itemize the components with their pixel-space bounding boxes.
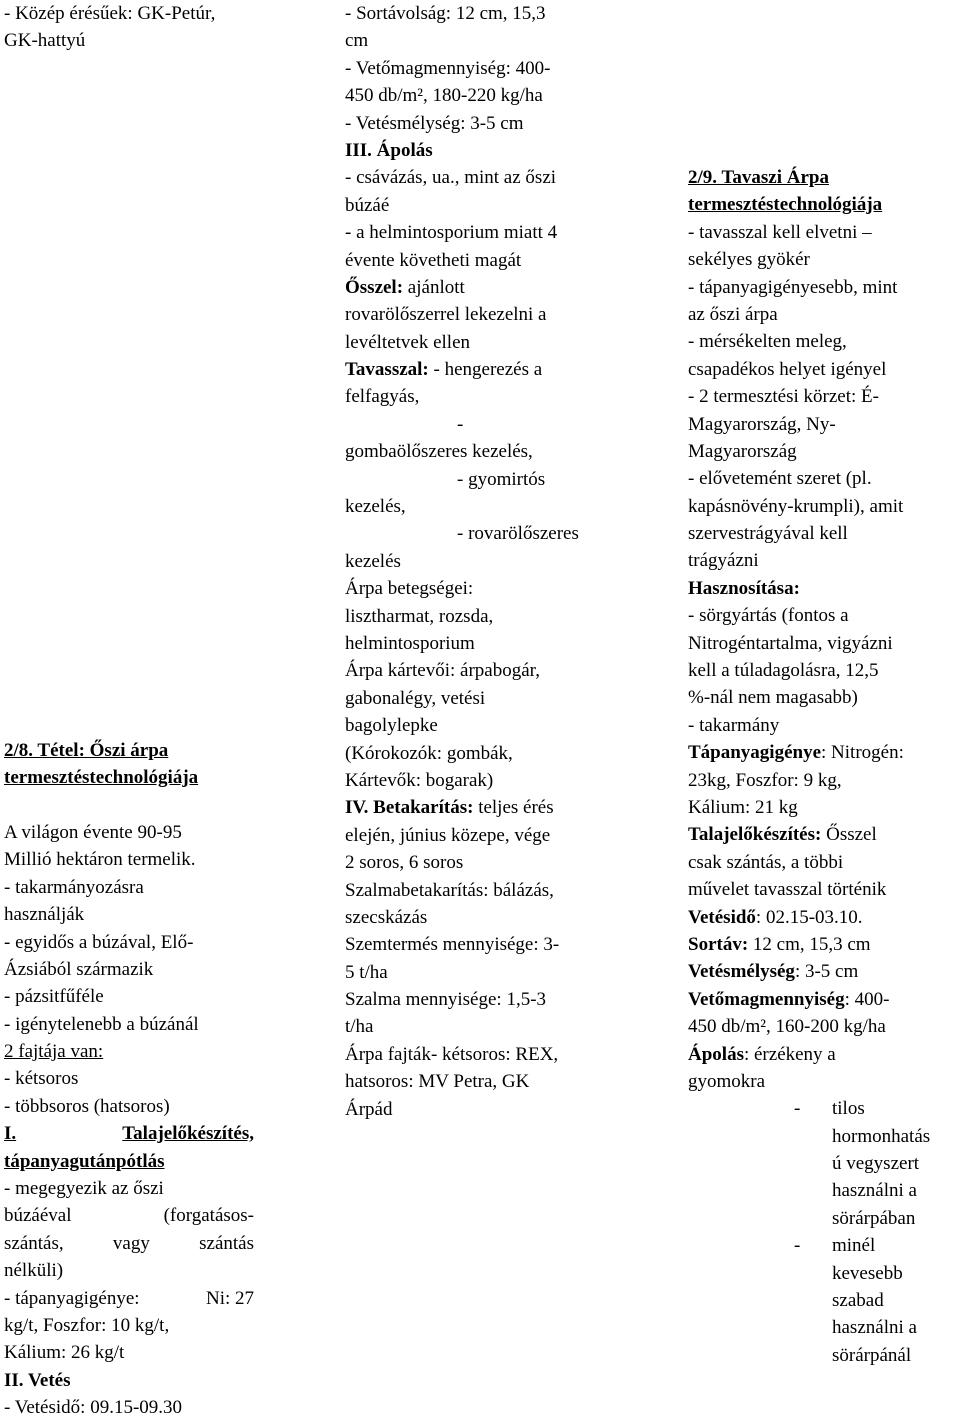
bullet-text: sörárpában: [832, 1207, 916, 1229]
text-word: , mint az őszi: [454, 167, 557, 189]
bullet-dash: -: [794, 1235, 801, 1257]
text-line: Szalma mennyisége: 1,5-3: [345, 989, 547, 1011]
bullet-text: hormonhatás: [832, 1125, 931, 1147]
text-line: [688, 931, 960, 958]
text-line: - sörgyártás (fontos a: [688, 605, 849, 627]
text-word: búzáéval: [4, 1205, 72, 1227]
column-middle: [345, 0, 620, 1123]
text-word: szántás: [199, 1232, 254, 1254]
spacer: [4, 792, 254, 819]
text-line: szervestrágyával kell: [688, 523, 848, 545]
bullet-text: sörárpánál: [832, 1344, 912, 1366]
bullet-text: minél: [832, 1235, 876, 1257]
text-line: búzáé: [345, 194, 390, 216]
column-left: [4, 0, 254, 1422]
section-title: III. Ápolás: [345, 139, 433, 161]
text-line: Kálium: 21 kg: [688, 796, 798, 818]
spacer: [4, 55, 254, 737]
text-line: [688, 739, 960, 766]
text-line: művelet tavasszal történik: [688, 879, 887, 901]
text-word: (forgatásos-: [163, 1205, 254, 1227]
section-title: tápanyagutánpótlás: [4, 1150, 165, 1172]
text-line: - Vetésmélység: 3-5 cm: [345, 112, 524, 134]
bold-label: Ápolás: [688, 1043, 744, 1065]
bold-label: Ősszel:: [345, 276, 404, 298]
text-word: : Nitrogén:: [821, 742, 904, 764]
section-title: II. Vetés: [4, 1369, 71, 1391]
text-line: [688, 986, 960, 1013]
text-word: : 400-: [844, 988, 890, 1010]
list-item: - takarmányozásra: [4, 876, 144, 898]
bullet-text: tilos: [832, 1098, 865, 1120]
column-right: [688, 164, 960, 1369]
text-word: - csávázás, ua.: [345, 167, 455, 189]
text-line: kezelés: [345, 550, 401, 572]
bullet-text: használni a: [832, 1317, 917, 1339]
bold-label: Betakarítás:: [373, 797, 474, 819]
bold-label: Vetésmélység: [688, 961, 795, 983]
text-line: [345, 164, 620, 191]
text-line: Magyarország: [688, 440, 797, 462]
text-line: - tavasszal kell elvetni –: [688, 221, 872, 243]
text-line: az őszi árpa: [688, 303, 778, 325]
text-line: 2 soros, 6 soros: [345, 852, 464, 874]
text-line: GK-hattyú: [4, 30, 86, 52]
bold-label: Vetésidő: [688, 906, 756, 928]
list-item: - többsoros (hatsoros): [4, 1095, 170, 1117]
text-word: 12 cm, 15,3 cm: [752, 933, 871, 955]
text-word: teljes érés: [478, 797, 554, 819]
text-line: lisztharmat, rozsda,: [345, 605, 494, 627]
section-title: termesztéstechnológiája: [688, 194, 883, 216]
text-line: gombaölőszeres kezelés,: [345, 441, 533, 463]
text-line: kezelés,: [345, 496, 406, 518]
text-line: Kártevők: bogarak): [345, 769, 494, 791]
bold-label: Vetőmagmennyiség: [688, 988, 845, 1010]
text-line: A világon évente 90-95: [4, 821, 182, 843]
text-word: szántás,: [4, 1232, 64, 1254]
text-line: levéltetvek ellen: [345, 331, 471, 353]
text-line: gabonalégy, vetési: [345, 687, 486, 709]
text-line: 23kg, Foszfor: 9 kg,: [688, 769, 842, 791]
text-word: - hengerezés a: [433, 359, 543, 381]
text-line: Nitrogéntartalma, vigyázni: [688, 632, 893, 654]
bullet-text: szabad: [832, 1290, 884, 1312]
text-line: [688, 1041, 960, 1068]
section-title: termesztéstechnológiája: [4, 767, 199, 789]
section-heading: [4, 1120, 254, 1147]
text-word: Ősszel: [826, 824, 877, 846]
text-line: cm: [345, 30, 369, 52]
text-line: - Vetésidő: 09.15-09.30: [4, 1397, 183, 1419]
text-line: felfagyás,: [345, 386, 420, 408]
text-line: [688, 958, 960, 985]
bold-label: Sortáv:: [688, 933, 749, 955]
fajta-label: 2 fajtája van:: [4, 1041, 104, 1063]
bold-label: Tápanyagigénye: [688, 742, 822, 764]
section-number: 2/9.: [688, 167, 718, 188]
text-line: szecskázás: [345, 906, 428, 928]
text-line: Árpa betegségei:: [345, 578, 474, 600]
text-line: - gyomirtós: [457, 468, 546, 490]
text-line: évente követheti magát: [345, 249, 522, 271]
text-line: elején, június közepe, vége: [345, 824, 551, 846]
bullet-text: használni a: [832, 1180, 917, 1202]
section-number: IV.: [345, 797, 369, 819]
text-word: Ni: 27: [205, 1287, 254, 1309]
section-title: 2/8. Tétel: Őszi árpa: [4, 739, 169, 761]
text-line: nélküli): [4, 1260, 64, 1282]
bullet-text: kevesebb: [832, 1262, 903, 1284]
text-line: csapadékos helyet igényel: [688, 358, 887, 380]
bold-label: Tavasszal:: [345, 359, 429, 381]
text-word: vagy: [112, 1232, 150, 1254]
text-line: Árpa kártevői: árpabogár,: [345, 660, 540, 682]
text-line: kell a túladagolásra, 12,5: [688, 660, 879, 682]
text-line: - megegyezik az őszi: [4, 1178, 164, 1200]
section-title: [688, 164, 960, 191]
text-line: rovarölőszerrel lekezelni a: [345, 304, 547, 326]
text-line: [4, 1202, 254, 1229]
text-line: hatsoros: MV Petra, GK: [345, 1071, 530, 1093]
text-line: - 2 termesztési körzet: É-: [688, 386, 879, 408]
text-line: [688, 904, 960, 931]
section-number: I.: [4, 1123, 17, 1145]
text-word: ajánlott: [407, 276, 465, 298]
text-line: csak szántás, a többi: [688, 851, 844, 873]
text-line: [345, 356, 620, 383]
text-line: 450 db/m², 180-220 kg/ha: [345, 85, 543, 107]
text-line: 5 t/ha: [345, 961, 388, 983]
bullet-item: [688, 1232, 960, 1259]
text-line: sekélyes gyökér: [688, 249, 810, 271]
text-line: bagolylepke: [345, 715, 438, 737]
text-word: - tápanyagigénye:: [4, 1287, 140, 1309]
text-line: - Sortávolság: 12 cm, 15,3: [345, 3, 546, 24]
text-line: Szalmabetakarítás: bálázás,: [345, 879, 554, 901]
text-line: - mérsékelten meleg,: [688, 331, 847, 353]
text-line: [688, 821, 960, 848]
text-line: Árpád: [345, 1098, 393, 1120]
text-line: - rovarölőszeres: [457, 523, 579, 545]
text-word: : érzékeny a: [743, 1043, 836, 1065]
text-line: -: [457, 413, 464, 435]
section-title: Talajelőkészítés,: [122, 1123, 254, 1145]
text-line: - Vetőmagmennyiség: 400-: [345, 57, 551, 79]
text-line: gyomokra: [688, 1070, 766, 1092]
text-word: : 02.15-03.10.: [755, 906, 863, 928]
text-line: t/ha: [345, 1016, 374, 1038]
list-item: - pázsitfűféle: [4, 986, 104, 1008]
section-title-text: Tavaszi Árpa: [721, 167, 829, 188]
bullet-dash: -: [794, 1098, 801, 1120]
text-line: Szemtermés mennyisége: 3-: [345, 934, 560, 956]
text-line: helmintosporium: [345, 632, 475, 654]
text-line: [4, 1230, 254, 1257]
text-line: Millió hektáron termelik.: [4, 849, 196, 871]
list-item: - egyidős a búzával, Elő-: [4, 931, 194, 953]
text-line: - takarmány: [688, 714, 780, 736]
text-line: [345, 794, 620, 821]
bullet-item: [688, 1095, 960, 1122]
list-item: - kétsoros: [4, 1068, 79, 1090]
text-line: - Közép érésűek: GK-Petúr,: [4, 3, 216, 24]
text-line: Magyarország, Ny-: [688, 413, 836, 435]
text-line: - tápanyagigényesebb, mint: [688, 276, 898, 298]
text-line: [345, 274, 620, 301]
bold-label: Talajelőkészítés:: [688, 824, 822, 846]
bold-label: Hasznosítása:: [688, 577, 800, 599]
text-word: : 3-5 cm: [794, 961, 859, 983]
text-line: trágyázni: [688, 550, 759, 572]
text-line: Árpa fajták- kétsoros: REX,: [345, 1043, 559, 1065]
text-line: 450 db/m², 160-200 kg/ha: [688, 1016, 886, 1038]
list-item: Ázsiából származik: [4, 958, 154, 980]
text-line: [4, 1285, 254, 1312]
text-line: (Kórokozók: gombák,: [345, 742, 513, 764]
text-line: - a helmintosporium miatt 4: [345, 222, 558, 244]
text-line: Kálium: 26 kg/t: [4, 1342, 125, 1364]
text-line: %-nál nem magasabb): [688, 687, 858, 709]
text-line: - elővetemént szeret (pl.: [688, 468, 872, 490]
list-item: használják: [4, 904, 85, 926]
bullet-text: ú vegyszert: [832, 1153, 920, 1175]
text-line: kg/t, Foszfor: 10 kg/t,: [4, 1314, 170, 1336]
text-line: kapásnövény-krumpli), amit: [688, 495, 904, 517]
list-item: - igénytelenebb a búzánál: [4, 1013, 199, 1035]
